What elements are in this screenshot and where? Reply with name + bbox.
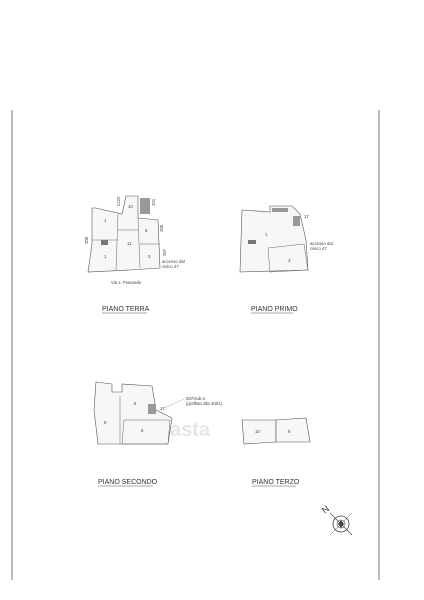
room-label: 17 [160, 406, 165, 411]
first-floor-plan [240, 206, 333, 313]
room-label: 3 [148, 254, 151, 259]
access-note: accesso dal [310, 241, 333, 246]
dimension-label: 200 [159, 224, 164, 232]
room-label: 1 [104, 218, 107, 223]
second-floor-title: PIANO SECONDO [98, 479, 158, 486]
room-label: 6 [145, 228, 148, 233]
stairs-icon [272, 208, 288, 212]
room-label: 17 [304, 214, 309, 219]
watermark: asta [170, 419, 211, 441]
room-label: 10 [128, 204, 133, 209]
second-floor-outline [94, 382, 172, 444]
room-label: 9 [288, 429, 291, 434]
room-label: 3 [288, 258, 291, 263]
room-label: 5 [141, 428, 144, 433]
room-label: 8 [104, 420, 107, 425]
first-floor-title: PIANO PRIMO [251, 306, 298, 313]
stairs-icon [140, 198, 150, 214]
ground-floor-plan [84, 196, 185, 313]
compass-rose [320, 504, 352, 535]
stairs-icon [101, 240, 108, 245]
dimension-label: 2222 [116, 196, 121, 206]
access-note: civico 47 [310, 246, 327, 251]
stairs-icon [148, 404, 156, 414]
stairs-icon [293, 216, 300, 226]
stairs-icon [248, 240, 256, 244]
room-label: 1 [104, 254, 107, 259]
access-note: civico 47 [162, 264, 179, 269]
leader-line [160, 398, 186, 410]
room-label: 11 [127, 241, 132, 246]
room-label: 6 [134, 401, 137, 406]
cadastral-note: (graffato alla 3/af1) [186, 401, 222, 406]
cadastral-note: 397/sub.3 [186, 396, 205, 401]
ground-floor-title: PIANO TERRA [102, 306, 150, 313]
dimension-label: 200 [84, 236, 89, 244]
compass-needle-icon [338, 520, 344, 528]
third-floor-title: PIANO TERZO [252, 479, 300, 486]
first-floor-outline [240, 206, 308, 272]
street-label: Via s. Prassede [111, 280, 142, 285]
room-label: 1 [265, 232, 268, 237]
room-9-outline [276, 418, 310, 442]
dimension-label: 191 [151, 198, 156, 206]
north-label: N [319, 503, 332, 516]
room-label: 10 [255, 429, 260, 434]
access-note: accesso dal [162, 259, 185, 264]
third-floor-plan [242, 418, 310, 486]
dimension-label: 207 [162, 248, 167, 256]
